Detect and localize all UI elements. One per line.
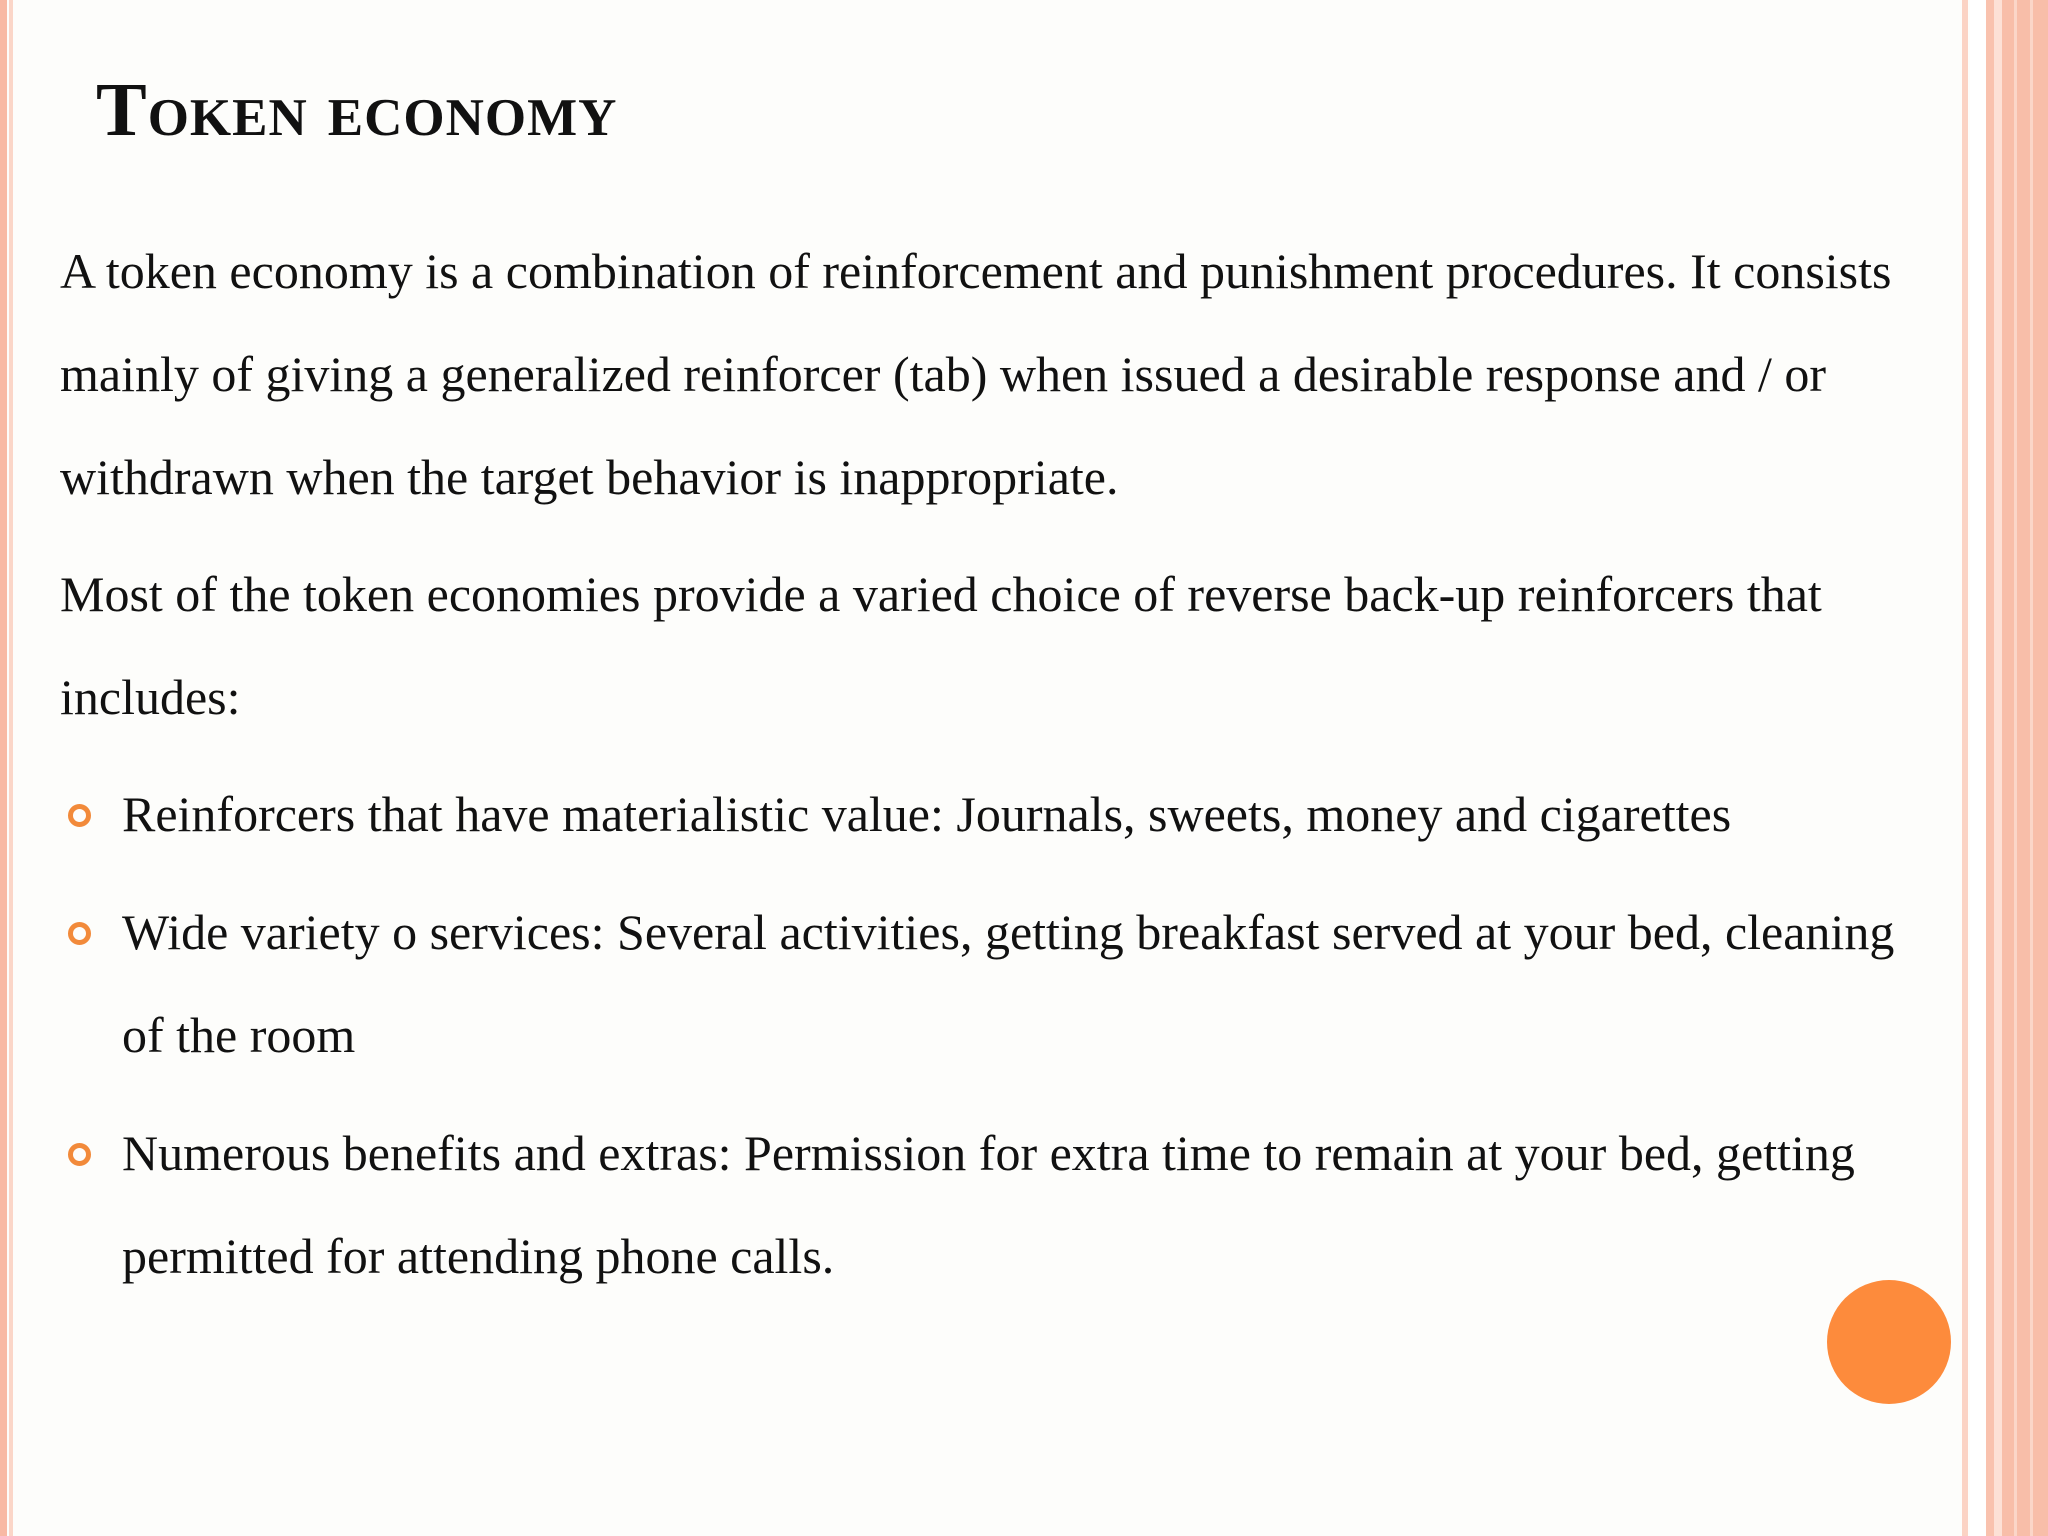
- slide-title: Token economy: [96, 68, 618, 152]
- right-border-line-a: [2014, 0, 2017, 1536]
- bullet-text: Wide variety o services: Several activities, getting breakfast served at your bed, cleaning of the room: [122, 904, 1895, 1063]
- paragraph-definition: A token economy is a combination of reinforcement and punishment procedures. It consists mainly of giving a generalized reinforcer (tab) when issued a desirable response and / or withdrawn when the target behavior is inappropriate.: [60, 243, 1892, 505]
- paragraph-intro: Most of the token economies provide a varied choice of reverse back-up reinforcers that includes:: [60, 566, 1822, 725]
- right-border-stripe-a: [1986, 0, 1994, 1536]
- bullet-text: Reinforcers that have materialistic value: Journals, sweets, money and cigarettes: [122, 786, 1732, 842]
- right-border-band: [2002, 0, 2048, 1536]
- bullet-list: [60, 763, 1940, 1308]
- right-border-gap: [1970, 0, 1986, 1536]
- bullet-item-services: [60, 881, 1940, 1087]
- right-border-stripe-b: [1994, 0, 2002, 1536]
- bullet-item-materialistic: [60, 763, 1940, 866]
- ring-bullet-icon: [68, 804, 91, 827]
- decorative-orange-circle: [1827, 1280, 1951, 1404]
- bullet-item-benefits: [60, 1102, 1940, 1308]
- slide-body: [60, 220, 1940, 1308]
- left-border-stripe: [0, 0, 7, 1536]
- right-border-line-b: [2030, 0, 2033, 1536]
- ring-bullet-icon: [68, 1143, 91, 1166]
- left-border-stripe-inner: [9, 0, 13, 1536]
- ring-bullet-icon: [68, 922, 91, 945]
- bullet-text: Numerous benefits and extras: Permission for extra time to remain at your bed, getting permitted for attending phone calls.: [122, 1125, 1855, 1284]
- right-border-stripe-inner: [1962, 0, 1968, 1536]
